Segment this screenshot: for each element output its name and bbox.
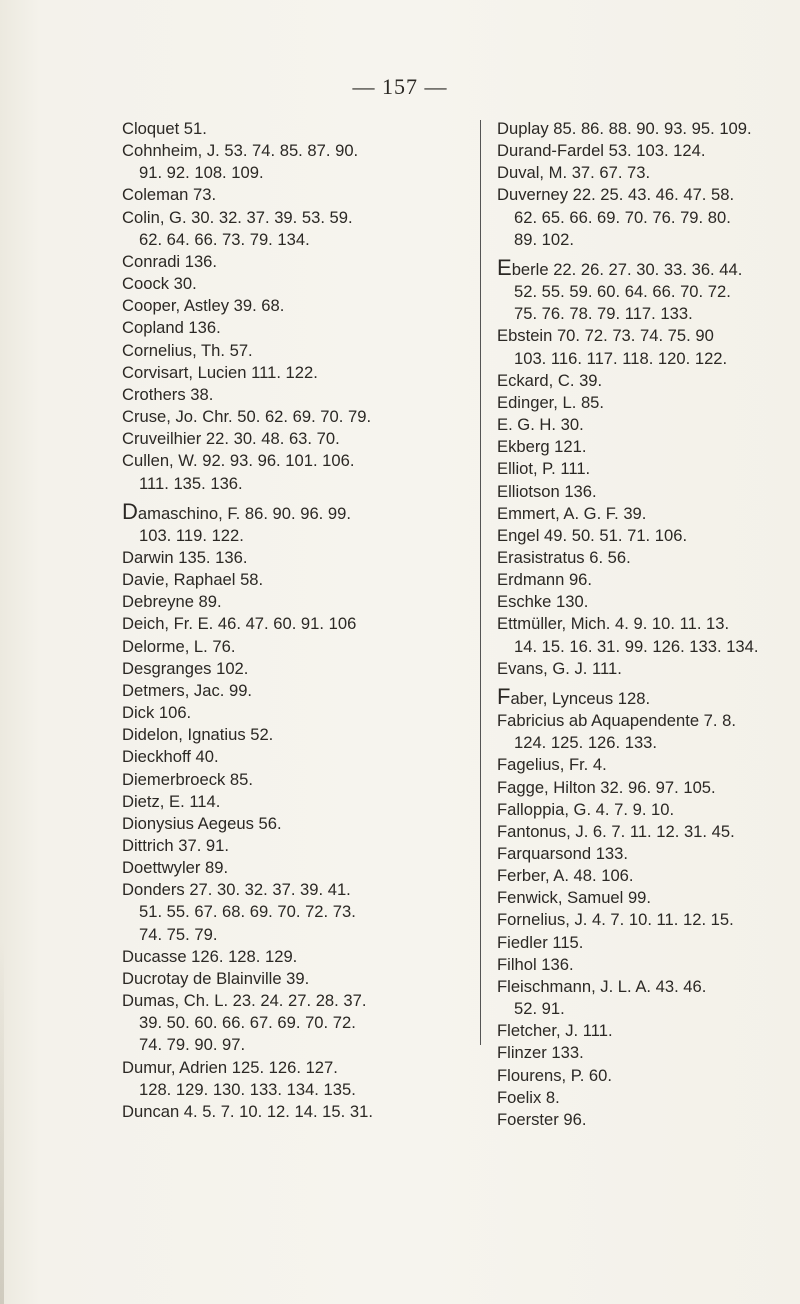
index-entry [497,414,782,436]
index-entry [497,458,782,480]
index-entry-line: Didelon, Ignatius 52. [122,725,274,745]
index-entry [497,754,782,776]
index-entry-line: Delorme, L. 76. [122,636,236,656]
index-entry [497,436,782,458]
index-entry [497,1087,782,1109]
index-entry [497,547,782,569]
index-entry-line: Ducasse 126. 128. 129. [122,946,298,966]
index-column-left [122,118,474,1123]
index-entry [122,813,474,835]
index-entry-line: Cornelius, Th. 57. [122,340,253,360]
index-entry-continuation: 111. 135. 136. [139,473,243,493]
index-entry-line: Durand-Fardel 53. 103. 124. [497,141,706,161]
index-entry-line: Cruveilhier 22. 30. 48. 63. 70. [122,429,340,449]
index-entry [497,777,782,799]
index-entry [497,1065,782,1087]
index-entry [122,547,474,569]
index-entry-continuation: 51. 55. 67. 68. 69. 70. 72. 73. [139,902,356,922]
index-entry [497,909,782,931]
index-entry-line: Cloquet 51. [122,119,207,138]
index-entry [497,370,782,392]
index-entry [497,887,782,909]
index-entry [497,569,782,591]
index-entry-continuation: 91. 92. 108. 109. [139,163,264,183]
index-entry-line: Dick 106. [122,703,192,723]
index-entry [122,968,474,990]
index-entry-line: Ducrotay de Blainville 39. [122,968,310,988]
index-entry [122,184,474,206]
index-entry-line: Engel 49. 50. 51. 71. 106. [497,525,688,545]
index-entry [122,1057,474,1101]
index-entry [122,340,474,362]
index-entry-line: Farquarsond 133. [497,844,628,863]
index-entry-line: Fagelius, Fr. 4. [497,755,607,775]
index-entry [497,954,782,976]
index-entry-line: Dietz, E. 114. [122,791,221,811]
index-entry [122,498,474,547]
index-entry [497,162,782,184]
column-divider [480,120,481,1045]
index-entry [497,710,782,754]
index-entry-continuation: 39. 50. 60. 66. 67. 69. 70. 72. [139,1013,356,1033]
index-entry-line: Duverney 22. 25. 43. 46. 47. 58. [497,185,735,205]
index-entry [122,658,474,680]
index-entry-line: E. G. H. 30. [497,415,584,435]
index-entry-line: Cooper, Astley 39. 68. [122,296,285,316]
index-entry-line: Foerster 96. [497,1109,587,1129]
index-entry [122,591,474,613]
index-entry-continuation: 14. 15. 16. 31. 99. 126. 133. 134. [514,636,759,656]
index-entry-line: Coock 30. [122,274,197,294]
index-entry [497,184,782,250]
index-entry [122,791,474,813]
index-entry [497,1109,782,1131]
index-entry-line: Colin, G. 30. 32. 37. 39. 53. 59. [122,207,353,227]
index-entry [122,273,474,295]
page-edge-shadow [0,940,4,1304]
index-entry-line: Erdmann 96. [497,570,593,590]
index-entry-continuation: 103. 119. 122. [139,525,244,545]
index-entry-line: Eschke 130. [497,592,589,612]
index-entry-line: Eckard, C. 39. [497,370,603,390]
index-entry-continuation: 103. 116. 117. 118. 120. 122. [514,348,728,368]
index-entry [497,525,782,547]
index-entry-line: Doettwyler 89. [122,858,229,878]
index-entry-line: Foelix 8. [497,1087,560,1107]
index-entry [497,1042,782,1064]
index-column-right [497,118,782,1131]
index-entry-continuation: 124. 125. 126. 133. [514,733,658,753]
index-entry [122,636,474,658]
index-entry-line: Dumas, Ch. L. 23. 24. 27. 28. 37. [122,991,367,1011]
index-entry [497,118,782,140]
index-entry [122,140,474,184]
index-entry-line: Ekberg 121. [497,437,587,457]
index-entry-line: Crothers 38. [122,384,214,404]
index-entry [497,658,782,680]
index-entry [122,362,474,384]
index-entry-line: Filhol 136. [497,954,574,974]
index-entry-line: Duplay 85. 86. 88. 90. 93. 95. 109. [497,119,752,138]
index-entry [497,1020,782,1042]
index-entry [122,207,474,251]
index-entry [122,946,474,968]
index-entry [497,591,782,613]
index-entry-line: Erasistratus 6. 56. [497,547,631,567]
index-entry-line: Donders 27. 30. 32. 37. 39. 41. [122,880,351,900]
index-entry-continuation: 75. 76. 78. 79. 117. 133. [514,304,693,324]
index-entry-line: Duncan 4. 5. 7. 10. 12. 14. 15. 31. [122,1101,373,1121]
index-entry [497,140,782,162]
index-entry-line: Falloppia, G. 4. 7. 9. 10. [497,799,675,819]
index-entry-line: Evans, G. J. 111. [497,658,622,678]
index-entry-line: Conradi 136. [122,251,218,271]
index-entry [122,384,474,406]
index-entry-line: Corvisart, Lucien 111. 122. [122,362,318,382]
index-entry-line: Dittrich 37. 91. [122,836,229,855]
index-entry [497,481,782,503]
index-entry-line: Cohnheim, J. 53. 74. 85. 87. 90. [122,141,359,161]
index-entry-line: Debreyne 89. [122,592,222,612]
index-entry-continuation: 74. 75. 79. [139,924,218,944]
index-entry-line: Elliot, P. 111. [497,459,591,479]
index-entry-continuation: 74. 79. 90. 97. [139,1035,246,1055]
index-entry [497,254,782,325]
index-entry [497,799,782,821]
index-entry [122,1101,474,1123]
index-entry-line: Flourens, P. 60. [497,1065,612,1085]
index-entry-continuation: 62. 65. 66. 69. 70. 76. 79. 80. [514,207,731,227]
index-entry-line: Fiedler 115. [497,932,584,952]
index-entry-line: Ferber, A. 48. 106. [497,866,634,886]
index-entry [122,702,474,724]
index-entry-line: Faber, Lynceus 128. [497,683,651,709]
index-entry [122,450,474,494]
index-entry [122,990,474,1056]
index-entry-continuation: 52. 55. 59. 60. 64. 66. 70. 72. [514,282,731,302]
index-entry [122,746,474,768]
index-entry [122,835,474,857]
index-entry [122,251,474,273]
index-entry-line: Fleischmann, J. L. A. 43. 46. [497,976,707,996]
index-entry-line: Fabricius ab Aquapendente 7. 8. [497,711,736,731]
index-entry-line: Fletcher, J. 111. [497,1021,613,1041]
index-entry [497,865,782,887]
index-entry [497,821,782,843]
index-entry-line: Desgranges 102. [122,658,249,678]
index-entry [497,325,782,369]
index-entry-line: Deich, Fr. E. 46. 47. 60. 91. 106 [122,614,357,634]
index-entry-line: Copland 136. [122,318,221,338]
index-entry [122,857,474,879]
index-entry [122,879,474,945]
index-entry-line: Fenwick, Samuel 99. [497,888,652,908]
index-entry [497,843,782,865]
index-entry-line: Fornelius, J. 4. 7. 10. 11. 12. 15. [497,910,734,930]
index-entry [497,932,782,954]
index-entry-line: Fantonus, J. 6. 7. 11. 12. 31. 45. [497,821,735,841]
index-entry [122,613,474,635]
index-entry [122,769,474,791]
index-entry [122,118,474,140]
index-entry [122,569,474,591]
index-entry [122,317,474,339]
index-entry-line: Fagge, Hilton 32. 96. 97. 105. [497,777,716,797]
index-entry-line: Edinger, L. 85. [497,392,605,412]
index-entry-line: Davie, Raphael 58. [122,570,264,590]
index-entry-line: Ettmüller, Mich. 4. 9. 10. 11. 13. [497,614,730,634]
index-entry [497,503,782,525]
index-entry-line: Flinzer 133. [497,1043,584,1063]
index-entry-continuation: 128. 129. 130. 133. 134. 135. [139,1079,356,1099]
index-entry-line: Cruse, Jo. Chr. 50. 62. 69. 70. 79. [122,407,372,427]
index-entry [497,613,782,657]
index-entry [497,392,782,414]
index-entry-line: Dumur, Adrien 125. 126. 127. [122,1057,338,1077]
index-entry-line: Detmers, Jac. 99. [122,680,253,700]
index-entry [122,724,474,746]
index-entry-line: Cullen, W. 92. 93. 96. 101. 106. [122,451,355,471]
index-entry-continuation: 62. 64. 66. 73. 79. 134. [139,229,310,249]
index-entry-line: Dionysius Aegeus 56. [122,813,282,833]
index-entry-line: Ebstein 70. 72. 73. 74. 75. 90 [497,326,714,346]
index-entry-line: Darwin 135. 136. [122,547,248,567]
index-entry-line: Dieckhoff 40. [122,747,219,767]
index-entry-continuation: 52. 91. [514,999,565,1019]
index-entry [122,680,474,702]
index-entry [122,295,474,317]
index-entry-line: Eberle 22. 26. 27. 30. 33. 36. 44. [497,254,743,280]
index-entry [497,683,782,710]
index-entry [497,976,782,1020]
index-entry-line: Duval, M. 37. 67. 73. [497,163,651,183]
page-number: — 157 — [352,74,448,99]
index-entry-line: Damaschino, F. 86. 90. 96. 99. [122,498,351,524]
index-entry-line: Emmert, A. G. F. 39. [497,503,647,523]
index-entry [122,428,474,450]
index-entry-line: Diemerbroeck 85. [122,769,253,789]
index-entry [122,406,474,428]
index-entry-continuation: 89. 102. [514,229,574,249]
index-entry-line: Elliotson 136. [497,481,597,501]
index-entry-line: Coleman 73. [122,185,217,205]
